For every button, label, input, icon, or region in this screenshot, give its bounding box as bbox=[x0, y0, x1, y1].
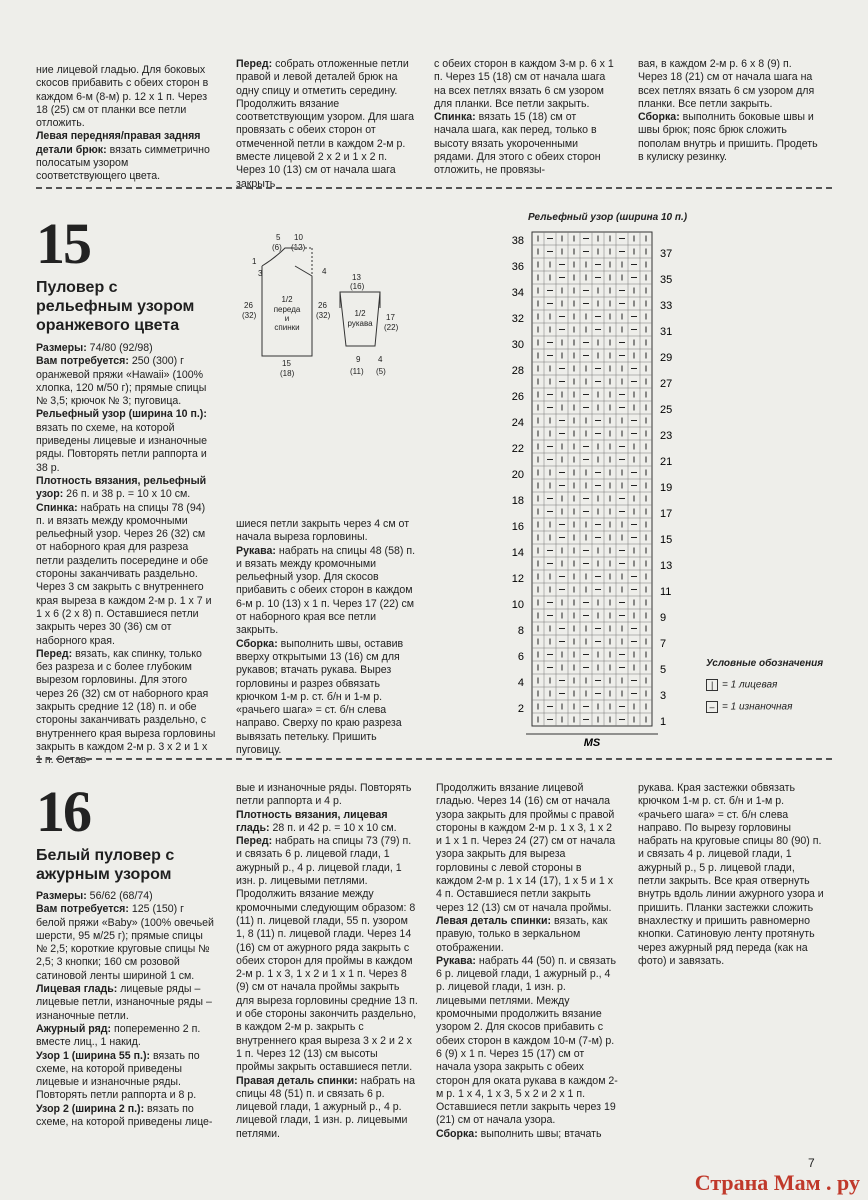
top-col-4 bbox=[638, 58, 822, 164]
section-16-col-1 bbox=[36, 890, 216, 1129]
chart-row-label-left: 10 bbox=[511, 599, 524, 611]
paragraph: Ажурный ряд: попеременно 2 п. вместе лиц., 1 накид. bbox=[36, 1022, 201, 1049]
paragraph: Рукава: набрать 44 (50) п. и связать 6 р. лицевой глади, 1 ажурный р., 4 р. лицевой глади, 1 изн. р. лицевыми петлями. Между кромочными продолжить вязание узором 2. Для скосов прибавить с обеих сторон в каждом 10-м (7-м) р. 6 (9) х 1 п. Через 15 (17) см от начала узора закрыть с обеих сторон для оката рукава в каждом 2-м р. 1 х 4, 1 х 3, 5 х 2 и 2 х 1 п. Оставшиеся петли закрыть через 19 (21) см от начала узора. bbox=[436, 954, 618, 1127]
chart-row-label-right: 23 bbox=[660, 430, 673, 442]
chart-title: Рельефный узор (ширина 10 п.) bbox=[528, 212, 688, 223]
svg-text:(5): (5) bbox=[376, 367, 386, 376]
m-width: 15 bbox=[282, 359, 291, 368]
paragraph: рукава. Края застежки обвязать крючком 1-м р. ст. б/н и 1-м р. «рачьего шага» = ст. б/н слева направо. По вырезу горловины набрать на круговые спицы 80 (90) п. и связать 4 р. лицевой глади, 1 ажурный р., 5 р. лицевой глади, петли закрыть. Все края отвернуть внутрь вдоль линии ажурного узора и пришить. Планки застежки сложить внахлестку и пришить равномерно кнопки. Сатиновую ленту протянуть через ажурный ряд переда (как на фото) и завязать. bbox=[638, 782, 824, 967]
chart-row-label-left: 12 bbox=[511, 573, 524, 585]
paragraph-heading: Правая деталь спинки: bbox=[236, 1074, 358, 1087]
watermark-logo: Страна Мам . ру bbox=[694, 1170, 860, 1195]
chart-row-label-right: 9 bbox=[660, 612, 667, 624]
m-shoulder: 10 bbox=[294, 233, 303, 242]
chart-row-label-left: 22 bbox=[511, 443, 524, 455]
m-4: 4 bbox=[322, 267, 327, 276]
legend-knit: | = 1 лицевая bbox=[706, 679, 826, 691]
paragraph-heading: Размеры: bbox=[36, 342, 87, 354]
svg-text:(6): (6) bbox=[272, 243, 282, 252]
paragraph: Сборка: выполнить швы; втачать bbox=[436, 1127, 602, 1140]
paragraph: шиеся петли закрыть через 4 см от начала выреза горловины. bbox=[236, 518, 410, 544]
chart-row-label-left: 24 bbox=[511, 417, 524, 429]
chart-row-label-left: 32 bbox=[511, 313, 524, 325]
chart-row-label-right: 11 bbox=[660, 586, 672, 598]
paragraph: Размеры: 74/80 (92/98) bbox=[36, 342, 153, 354]
section-16-col-3 bbox=[436, 782, 618, 1141]
paragraph: Вам потребуется: 250 (300) г оранжевой пряжи «Hawaii» (100% хлопка, 120 м/50 г); прямые спицы № 3,5; крючок № 3; пуговица. bbox=[36, 355, 207, 408]
paragraph: Сборка: выполнить боковые швы и швы брюк; пояс брюк сложить пополам внутрь и пришить. Продеть в кулиску резинку. bbox=[638, 111, 818, 164]
svg-text:и: и bbox=[284, 314, 290, 323]
legend-title: Условные обозначения bbox=[706, 658, 824, 669]
m-height-left: 26 bbox=[244, 301, 253, 310]
paragraph: Плотность вязания, лицевая гладь: 28 п. и 42 р. = 10 х 10 см. bbox=[236, 808, 397, 834]
chart-row-label-right: 21 bbox=[660, 456, 673, 468]
paragraph: Размеры: 56/62 (68/74) bbox=[36, 890, 153, 902]
chart-row-label-right: 1 bbox=[660, 716, 667, 728]
paragraph: Перед: собрать отложенные петли правой и левой деталей брюк на одну спицу и отметить середину. Продолжить вязание соответствующим узором. Для шага провязать с обеих сторон от отмеченной петли в каждом 2-м р. вместе лицевой 2 х 2 и 1 х 2 п. Через 10 (13) см от начала шага закрыть bbox=[236, 58, 415, 190]
paragraph-heading: Перед: bbox=[36, 647, 73, 660]
section-15-title: Пуловер с рельефным узором оранжевого цвета bbox=[36, 279, 195, 334]
chart-row-label-right: 29 bbox=[660, 352, 673, 364]
paragraph: ние лицевой гладью. Для боковых скосов прибавить с обеих сторон в каждом 6-м (8-м) р. 12 х 1 п. Через 18 (25) см от планки все петли отложить. bbox=[36, 64, 209, 130]
top-col-1 bbox=[36, 64, 218, 184]
m-sleeve-top: 13 bbox=[352, 273, 361, 282]
m-1: 1 bbox=[252, 257, 257, 266]
paragraph: Узор 2 (ширина 2 п.): вязать по схеме, на которой приведены лице- bbox=[36, 1102, 213, 1129]
m-sleeve-bottom: 9 bbox=[356, 355, 361, 364]
chart-row-label-left: 38 bbox=[511, 235, 524, 247]
sleeve-label: 1/2 bbox=[354, 309, 366, 318]
svg-text:(22): (22) bbox=[384, 323, 399, 332]
svg-text:(32): (32) bbox=[316, 311, 331, 320]
top-col-3 bbox=[434, 58, 614, 178]
m-neck: 5 bbox=[276, 233, 281, 242]
knit-symbol-icon: | bbox=[706, 679, 718, 691]
paragraph-heading: Вам потребуется: bbox=[36, 355, 129, 368]
chart-row-label-right: 33 bbox=[660, 300, 673, 312]
section-15-number: 15 bbox=[36, 211, 90, 276]
svg-text:спинки: спинки bbox=[274, 323, 300, 332]
section-16-number: 16 bbox=[36, 779, 90, 844]
chart-row-label-left: 16 bbox=[511, 521, 524, 533]
paragraph: Правая деталь спинки: набрать на спицы 48 (51) п. и связать 6 р. лицевой глади, 1 ажурный р., 4 р. лицевой глади, 1 изн. р. лицевыми петлями. bbox=[236, 1074, 416, 1140]
paragraph: Вам потребуется: 125 (150) г белой пряжи «Baby» (100% овечьей шерсти, 95 м/25 г); прямые спицы № 2,5; короткие круговые спицы № 2,5; 3 кнопки; 160 см розовой сатиновой ленты шириной 1 см. bbox=[36, 903, 214, 982]
chart-row-label-right: 7 bbox=[660, 638, 667, 650]
paragraph-heading: Ажурный ряд: bbox=[36, 1022, 112, 1035]
chart-row-label-right: 13 bbox=[660, 560, 673, 572]
m-sleeve-height: 17 bbox=[386, 313, 395, 322]
paragraph: Продолжить вязание лицевой гладью. Через 14 (16) см от начала узора закрыть для проймы с правой стороны в каждом 2-м р. 1 х 3, 1 х 2 и 1 х 1 п. Через 24 (27) см от начала узора закрыть для выреза горловины с левой стороны в каждом 2-м р. 1 х 14 (17), 1 х 5 и 1 х 4 п. Оставшиеся петли закрыть через 12 (13) см от начала проймы. bbox=[436, 782, 616, 914]
chart-row-label-right: 25 bbox=[660, 404, 673, 416]
paragraph-heading: Плотность вязания, рельефный узор: bbox=[36, 474, 207, 501]
chart-row-label-left: 18 bbox=[511, 495, 524, 507]
paragraph-heading: Узор 2 (ширина 2 п.): bbox=[36, 1102, 145, 1115]
chart-row-label-right: 17 bbox=[660, 508, 673, 520]
svg-text:переда: переда bbox=[273, 305, 301, 314]
chart-row-label-left: 20 bbox=[511, 469, 524, 481]
m-height-right: 26 bbox=[318, 301, 327, 310]
svg-text:(32): (32) bbox=[242, 311, 257, 320]
svg-text:(12): (12) bbox=[291, 243, 306, 252]
paragraph: вые и изнаночные ряды. Повторять петли раппорта и 4 р. bbox=[236, 782, 412, 808]
svg-text:(16): (16) bbox=[350, 282, 365, 291]
section-16-col-4 bbox=[638, 782, 824, 968]
paragraph-heading: Сборка: bbox=[236, 637, 278, 650]
chart-row-label-right: 3 bbox=[660, 690, 667, 702]
chart-row-label-left: 34 bbox=[511, 287, 524, 299]
paragraph-heading: Спинка: bbox=[36, 501, 78, 514]
legend-purl: – = 1 изнаночная bbox=[706, 701, 826, 713]
legend bbox=[706, 658, 826, 713]
paragraph: Перед: вязать, как спинку, только без разреза и с более глубоким вырезом горловины. Для этого через 26 (32) см от наборного края закрыть средние 12 (18) п. и обе стороны заканчивать раздельно, с внутреннего края выреза горловины закрыть в каждом 2-м р. 3 х 2 и 1 х 1 п. Остав- bbox=[36, 647, 216, 767]
paragraph-heading: Сборка: bbox=[638, 111, 680, 124]
chart-row-label-left: 26 bbox=[511, 391, 524, 403]
paragraph: Левая деталь спинки: вязать, как правую, только в зеркальном отображении. bbox=[436, 914, 608, 954]
paragraph: Левая передняя/правая задняя детали брюк: вязать симметрично полосатым узором соответствующего цвета. bbox=[36, 130, 210, 183]
svg-text:(18): (18) bbox=[280, 369, 295, 378]
purl-symbol-icon: – bbox=[706, 701, 718, 713]
section-16-title: Белый пуловер с ажурным узором bbox=[36, 847, 175, 883]
paragraph: Рельефный узор (ширина 10 п.): вязать по схеме, на которой приведены лицевые и изнаночные ряды. Повторять петли раппорта и 38 р. bbox=[36, 408, 207, 474]
paragraph-heading: Рукава: bbox=[236, 544, 276, 557]
stitch-chart bbox=[496, 226, 696, 746]
chart-row-label-left: 30 bbox=[511, 339, 524, 351]
paragraph: Спинка: вязать 15 (18) см от начала шага, как перед, только в высоту вязать укороченными рядами. Для этого с обеих сторон отложить, не провязы- bbox=[434, 111, 601, 177]
paragraph: Узор 1 (ширина 55 п.): вязать по схеме, на которой приведены лицевые и изнаночные ряды. Повторять петли раппорта и 8 р. bbox=[36, 1049, 200, 1102]
paragraph-heading: Сборка: bbox=[436, 1127, 478, 1140]
chart-row-label-right: 37 bbox=[660, 248, 673, 260]
svg-text:рукава: рукава bbox=[347, 319, 373, 328]
paragraph: Перед: набрать на спицы 73 (79) п. и связать 6 р. лицевой глади, 1 ажурный р., 4 р. лицевой глади, 1 изн. р. лицевыми петлями. Продолжить вязание между кромочными следующим образом: 8 (11) п. лицевой глади, 55 п. узором 1, 8 (11) п. лицевой глади. Через 14 (16) см от ажурного ряда закрыть с обеих сторон для проймы в каждом 2-м р. 1 х 3, 1 х 2 и 1 х 1 п. Через 8 (9) см от начала проймы закрыть для выреза горловины средние 13 п. и обе стороны закончить раздельно, в каждом 2-м р. закрыть с внутреннего края выреза 3 х 2 и 2 х 1 п. Через 12 (13) см высоты проймы закрыть оставшиеся петли. bbox=[236, 835, 418, 1074]
paragraph-heading: Рельефный узор (ширина 10 п.): bbox=[36, 408, 207, 421]
paragraph: с обеих сторон в каждом 3-м р. 6 х 1 п. Через 15 (18) см от начала шага на всех петлях вязать 6 см узором для планки. Все петли закрыть. bbox=[434, 58, 614, 110]
section-15-col-2 bbox=[236, 518, 420, 757]
chart-row-label-left: 36 bbox=[511, 261, 524, 273]
body-label: 1/2 bbox=[281, 295, 293, 304]
paragraph: Сборка: выполнить швы, оставив вверху открытыми 13 (16) см для рукавов; втачать рукава. Вырез горловины и разрез обвязать крючком 1-м р. ст. б/н и 1-м р. «рачьего шага» = ст. б/н слева направо. Сверху по краю разреза вывязать петельку. Пришить пуговицу. bbox=[236, 637, 404, 757]
chart-row-label-right: 31 bbox=[660, 326, 673, 338]
paragraph-heading: Перед: bbox=[236, 835, 273, 848]
m-sleeve-side: 4 bbox=[378, 355, 383, 364]
paragraph: Лицевая гладь: лицевые ряды – лицевые петли, изнаночные ряды – изнаночные петли. bbox=[36, 983, 212, 1022]
paragraph: вая, в каждом 2-м р. 6 х 8 (9) п. Через 18 (21) см от начала шага на всех петлях вязать 6 см узором для планки. Все петли закрыть. bbox=[638, 58, 815, 110]
garment-schematic bbox=[240, 228, 420, 388]
paragraph: Плотность вязания, рельефный узор: 26 п. и 38 р. = 10 х 10 см. bbox=[36, 474, 207, 501]
paragraph-heading: Спинка: bbox=[434, 111, 476, 124]
paragraph-heading: Размеры: bbox=[36, 890, 87, 902]
top-col-2 bbox=[236, 58, 416, 191]
chart-row-label-left: 8 bbox=[517, 625, 524, 637]
page-number: 7 bbox=[808, 1156, 815, 1170]
paragraph: Рукава: набрать на спицы 48 (58) п. и вязать между кромочными рельефный узор. Для скосов прибавить с обеих сторон в каждом 6-м р. 10 (13) х 1 п. Через 17 (22) см от наборного края все петли закрыть. bbox=[236, 544, 416, 637]
chart-row-label-left: 4 bbox=[517, 677, 524, 689]
divider-top bbox=[36, 187, 832, 189]
divider-middle bbox=[36, 758, 832, 760]
paragraph-heading: Левая деталь спинки: bbox=[436, 914, 551, 927]
chart-row-label-left: 2 bbox=[517, 703, 524, 715]
paragraph-heading: Рукава: bbox=[436, 954, 476, 967]
chart-row-label-right: 27 bbox=[660, 378, 673, 390]
chart-row-label-left: 28 bbox=[511, 365, 524, 377]
chart-row-label-right: 15 bbox=[660, 534, 673, 546]
chart-row-label-left: 6 bbox=[517, 651, 524, 663]
section-15-col-1 bbox=[36, 342, 216, 768]
chart-row-label-left: 14 bbox=[511, 547, 524, 559]
m-3: 3 bbox=[258, 269, 263, 278]
repeat-label: MS bbox=[583, 737, 601, 746]
paragraph-heading: Плотность вязания, лицевая гладь: bbox=[236, 808, 388, 834]
section-16-col-2 bbox=[236, 782, 418, 1141]
paragraph-heading: Левая передняя/правая задняя детали брюк: bbox=[36, 130, 201, 156]
paragraph-heading: Узор 1 (ширина 55 п.): bbox=[36, 1049, 150, 1062]
paragraph-heading: Вам потребуется: bbox=[36, 903, 129, 916]
chart-row-label-right: 35 bbox=[660, 274, 673, 286]
chart-row-label-right: 5 bbox=[660, 664, 667, 676]
paragraph: Спинка: набрать на спицы 78 (94) п. и вязать между кромочными рельефный узор. Через 26 (32) см от наборного края для разреза петли разделить посередине и обе стороны заканчивать раздельно. Через 3 см закрыть с внутреннего края выреза в каждом 2-м р. 1 х 7 и 1 х 6 (2 х 8) п. Оставшиеся петли закрыть через 30 (36) см от наборного края. bbox=[36, 501, 212, 647]
chart-row-label-right: 19 bbox=[660, 482, 673, 494]
paragraph-heading: Лицевая гладь: bbox=[36, 983, 118, 996]
svg-text:(11): (11) bbox=[350, 367, 364, 376]
paragraph-heading: Перед: bbox=[236, 58, 273, 70]
